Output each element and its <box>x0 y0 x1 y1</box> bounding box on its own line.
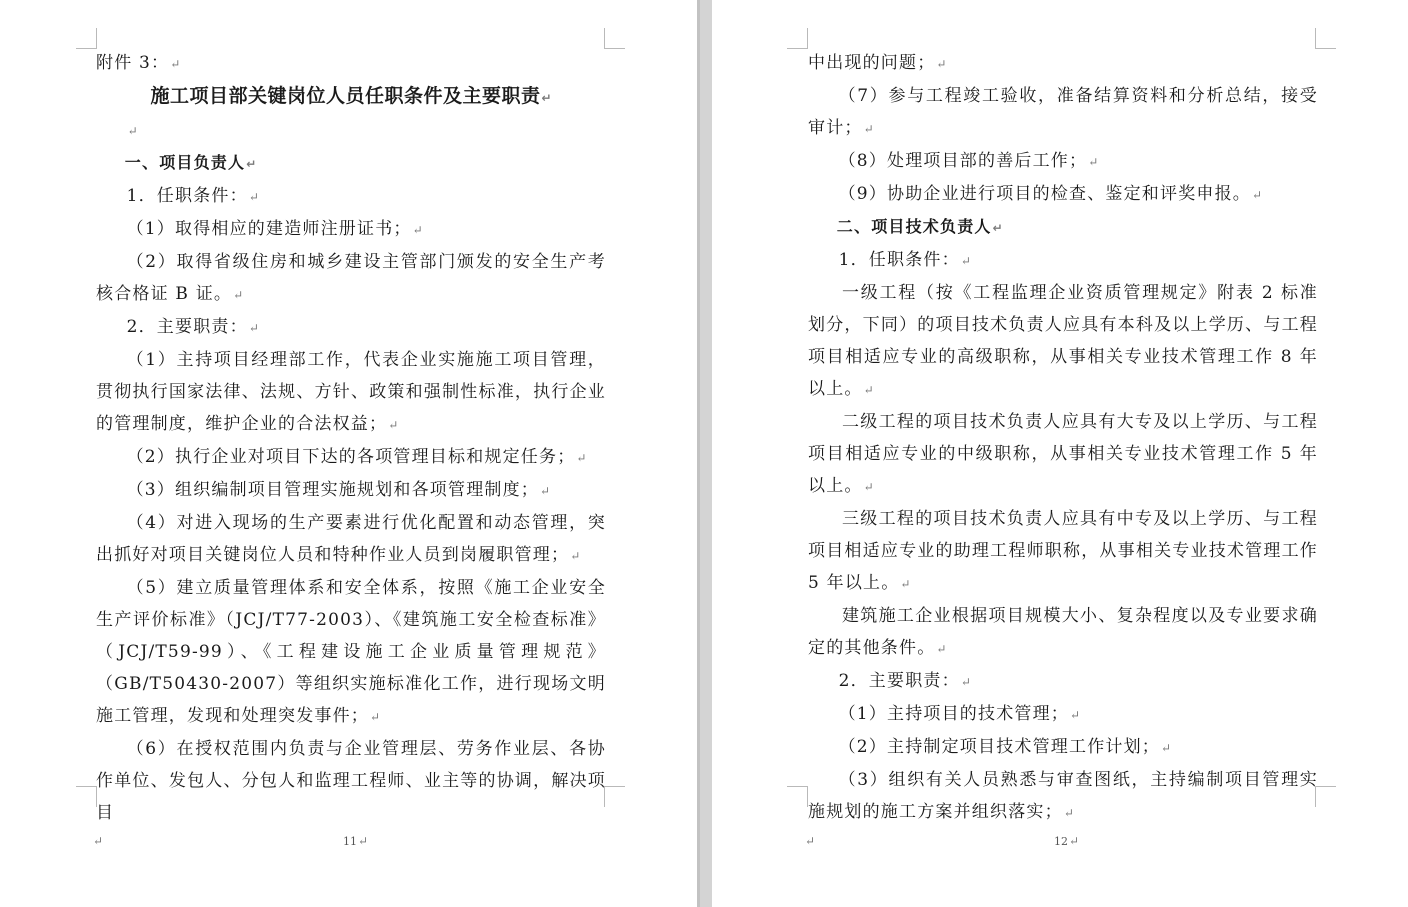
paragraph: （9）协助企业进行项目的检查、鉴定和评奖申报。↵ <box>838 184 1263 204</box>
paragraph: （1）主持项目的技术管理；↵ <box>838 704 1081 724</box>
crop-mark-bottom-right <box>1315 786 1336 807</box>
footer-pilcrow: ↵ <box>93 834 104 848</box>
paragraph: （6）在授权范围内负责与企业管理层、劳务作业层、各协作单位、发包人、分包人和监理工程师、业主等的协调，解决项目 <box>96 739 606 823</box>
subheading: 1．任职条件：↵ <box>838 250 971 270</box>
paragraph: 二级工程的项目技术负责人应具有大专及以上学历、与工程项目相适应专业的中级职称，从事相关专业技术管理工作 5 年以上。↵ <box>808 412 1318 496</box>
paragraph: （4）对进入现场的生产要素进行优化配置和动态管理，突出抓好对项目关键岗位人员和特种作业人员到岗履职管理；↵ <box>96 513 606 565</box>
page-body <box>96 47 606 829</box>
subheading: 1．任职条件：↵ <box>126 186 259 206</box>
paragraph: （2）执行企业对项目下达的各项管理目标和规定任务；↵ <box>126 447 587 467</box>
paragraph: （2）主持制定项目技术管理工作计划；↵ <box>838 737 1172 757</box>
document-title: 施工项目部关键岗位人员任职条件及主要职责↵ <box>150 85 552 107</box>
page-number: 11↵ <box>343 834 369 848</box>
paragraph: （7）参与工程竣工验收，准备结算资料和分析总结，接受审计；↵ <box>808 86 1318 138</box>
paragraph: （1）主持项目经理部工作，代表企业实施施工项目管理，贯彻执行国家法律、法规、方针、政策和强制性标准，执行企业的管理制度，维护企业的合法权益；↵ <box>96 350 606 434</box>
paragraph: （1）取得相应的建造师注册证书；↵ <box>126 219 423 239</box>
page-gutter <box>697 0 712 907</box>
empty-paragraph: ↵ <box>127 124 138 138</box>
subheading: 2．主要职责：↵ <box>126 317 259 337</box>
crop-mark-top-right <box>604 28 625 49</box>
crop-mark-top-left <box>787 28 808 49</box>
attachment-label: 附件 3：↵ <box>96 53 181 73</box>
paragraph: （3）组织编制项目管理实施规划和各项管理制度；↵ <box>126 480 551 500</box>
paragraph: 中出现的问题；↵ <box>808 53 947 73</box>
paragraph: （2）取得省级住房和城乡建设主管部门颁发的安全生产考核合格证 B 证。↵ <box>96 252 606 304</box>
crop-mark-bottom-left <box>787 786 808 807</box>
footer-pilcrow: ↵ <box>805 834 816 848</box>
paragraph: （5）建立质量管理体系和安全体系，按照《施工企业安全生产评价标准》（JCJ/T77-2003）、《建筑施工安全检查标准》（JCJ/T59-99）、《工程建设施工企业质量管理规范》（GB/T50430-2007）等组织实施标准化工作，进行现场文明施工管理，发现和处理突发事件；↵ <box>96 578 606 726</box>
paragraph: 建筑施工企业根据项目规模大小、复杂程度以及专业要求确定的其他条件。↵ <box>808 606 1318 658</box>
paragraph: 三级工程的项目技术负责人应具有中专及以上学历、与工程项目相适应专业的助理工程师职称，从事相关专业技术管理工作 5 年以上。↵ <box>808 509 1318 593</box>
page-number: 12↵ <box>1054 834 1080 848</box>
page-body <box>808 47 1318 829</box>
paragraph: 一级工程（按《工程监理企业资质管理规定》附表 2 标准划分，下同）的项目技术负责人应具有本科及以上学历、与工程项目相适应专业的高级职称，从事相关专业技术管理工作 8 年以上。↵ <box>808 283 1318 399</box>
document-page-left <box>0 0 697 907</box>
crop-mark-bottom-left <box>76 786 97 807</box>
crop-mark-top-right <box>1315 28 1336 49</box>
section-heading: 一、项目负责人↵ <box>124 153 257 172</box>
paragraph: （3）组织有关人员熟悉与审查图纸，主持编制项目管理实施规划的施工方案并组织落实；↵ <box>808 770 1318 822</box>
crop-mark-bottom-right <box>604 786 625 807</box>
section-heading: 二、项目技术负责人↵ <box>836 217 1003 236</box>
crop-mark-top-left <box>76 28 97 49</box>
paragraph: （8）处理项目部的善后工作；↵ <box>838 151 1099 171</box>
document-page-right <box>712 0 1408 907</box>
subheading: 2．主要职责：↵ <box>838 671 971 691</box>
